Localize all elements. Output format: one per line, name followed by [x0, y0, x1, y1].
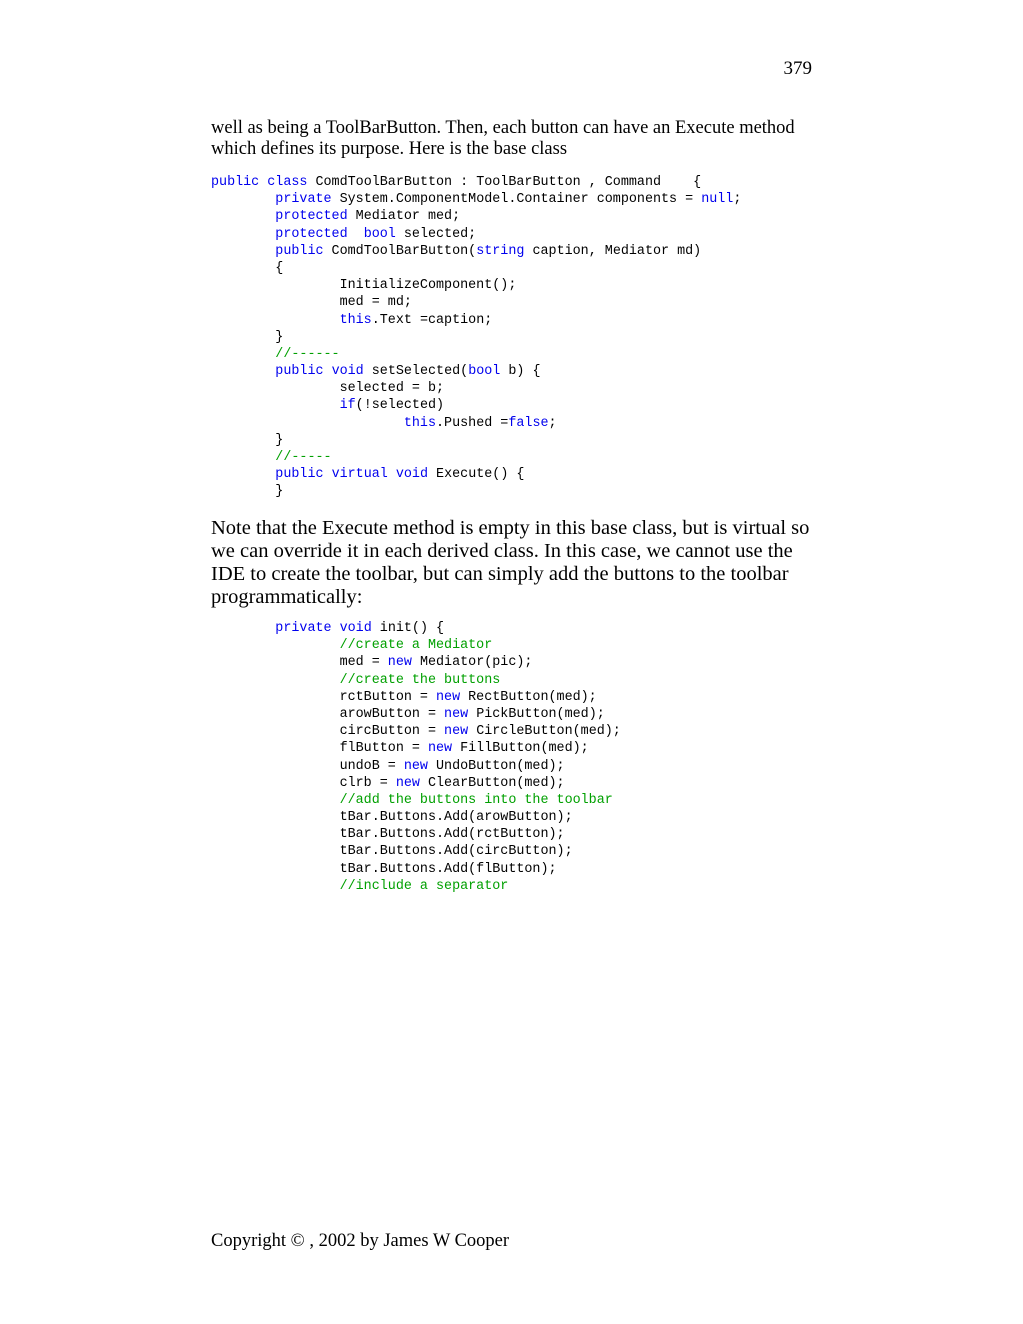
code-comment: //create the buttons	[339, 672, 501, 688]
code-line	[211, 432, 741, 449]
code-text: caption, Mediator md)	[524, 243, 702, 259]
code-text: .Text =caption;	[371, 312, 493, 328]
code-text: CircleButton(med);	[468, 724, 621, 740]
copyright-footer: Copyright © , 2002 by James W Cooper	[211, 1231, 510, 1251]
code-text: ComdToolBarButton : ToolBarButton , Command {	[307, 175, 702, 190]
paragraph-line: IDE to create the toolbar, but can simply add the buttons to the toolbar	[211, 563, 789, 585]
code-comment: //create a Mediator	[339, 638, 493, 654]
code-text: circButton =	[211, 724, 445, 740]
code-text	[211, 227, 275, 242]
code-keyword: string	[476, 243, 525, 259]
code-keyword: virtual	[331, 467, 388, 483]
code-line	[211, 706, 621, 723]
code-comment: //------	[275, 346, 340, 362]
code-line	[211, 826, 621, 843]
code-text: System.ComponentModel.Container components =	[331, 192, 702, 208]
code-line	[211, 723, 621, 740]
code-keyword: private	[275, 192, 332, 208]
code-line	[211, 637, 621, 654]
code-line	[211, 380, 741, 397]
code-text: ClearButton(med);	[419, 775, 565, 791]
code-text	[211, 244, 275, 259]
code-text: b) {	[500, 364, 541, 380]
code-text: arowButton =	[211, 706, 445, 722]
code-line	[211, 809, 621, 826]
code-text: ;	[548, 415, 557, 431]
code-keyword: new	[436, 689, 461, 705]
paragraph-line: well as being a ToolBarButton. Then, each button can have an Execute method	[211, 118, 795, 138]
code-keyword: void	[331, 364, 364, 380]
code-text	[348, 227, 364, 242]
code-text: UndoButton(med);	[427, 758, 565, 774]
code-text: InitializeComponent();	[211, 278, 517, 294]
code-text: flButton =	[211, 741, 428, 757]
code-text: med =	[211, 655, 388, 671]
code-keyword: bool	[468, 364, 501, 380]
code-text: }	[211, 484, 284, 500]
code-keyword: if	[339, 398, 356, 414]
code-line	[211, 861, 621, 878]
code-text: }	[211, 329, 284, 345]
paragraph-line: programmatically:	[211, 586, 363, 608]
code-keyword: public	[275, 243, 324, 259]
code-keyword: void	[395, 467, 429, 483]
code-text	[211, 450, 275, 465]
code-text: ComdToolBarButton(	[323, 243, 477, 259]
code-line	[211, 620, 621, 637]
code-keyword: new	[403, 758, 428, 774]
code-text: selected;	[395, 226, 477, 242]
code-text: rctButton =	[211, 689, 436, 705]
code-text: ;	[733, 192, 742, 208]
code-line	[211, 792, 621, 809]
code-text: Mediator(pic);	[411, 655, 533, 671]
code-keyword: public	[275, 467, 324, 483]
code-text	[332, 621, 340, 636]
code-line	[211, 775, 621, 792]
code-comment: //include a separator	[339, 878, 509, 894]
body-paragraph	[211, 517, 811, 609]
code-text	[324, 467, 332, 482]
code-line	[211, 312, 741, 329]
code-text: (!selected)	[355, 398, 445, 414]
code-line	[211, 208, 741, 225]
code-text	[211, 364, 275, 379]
code-text	[211, 879, 340, 894]
code-keyword: class	[267, 175, 308, 190]
code-keyword: public	[211, 175, 260, 190]
code-keyword: new	[444, 706, 469, 722]
code-text	[211, 313, 340, 328]
code-line	[211, 654, 621, 671]
code-text	[211, 416, 404, 431]
code-line	[211, 397, 741, 414]
code-text: FillButton(med);	[452, 741, 589, 757]
code-text	[211, 673, 340, 688]
code-text: Mediator med;	[347, 209, 461, 225]
code-text: setSelected(	[363, 364, 469, 380]
paragraph-line: Note that the Execute method is empty in this base class, but is virtual so	[211, 517, 810, 539]
code-text: .Pushed =	[436, 415, 509, 431]
code-text: clrb =	[211, 775, 396, 791]
code-text	[388, 467, 396, 482]
code-keyword: this	[339, 312, 372, 328]
code-line	[211, 294, 741, 311]
code-text	[211, 793, 340, 808]
code-line	[211, 415, 741, 432]
code-line	[211, 329, 741, 346]
code-comment: //add the buttons into the toolbar	[339, 792, 613, 808]
code-line	[211, 483, 741, 500]
code-text	[211, 398, 340, 413]
code-text: {	[211, 260, 284, 276]
code-line	[211, 243, 741, 260]
paragraph-line: we can override it in each derived class. In this case, we cannot use the	[211, 540, 793, 562]
code-keyword: bool	[363, 226, 396, 242]
code-keyword: protected	[275, 226, 348, 242]
intro-paragraph	[211, 118, 811, 160]
code-line	[211, 672, 621, 689]
code-text	[211, 192, 275, 207]
code-line	[211, 466, 741, 483]
code-text	[211, 638, 340, 653]
code-line	[211, 174, 741, 191]
code-line	[211, 449, 741, 466]
code-keyword: private	[275, 621, 332, 636]
code-comment: //-----	[275, 450, 332, 465]
code-text: }	[211, 432, 284, 448]
code-text: RectButton(med);	[460, 689, 597, 705]
paragraph-line: which defines its purpose. Here is the base class	[211, 139, 568, 159]
code-line	[211, 346, 741, 363]
code-keyword: protected	[275, 209, 348, 225]
code-line	[211, 226, 741, 243]
code-text: tBar.Buttons.Add(circButton);	[211, 844, 573, 860]
code-line	[211, 758, 621, 775]
code-block-base-class	[211, 174, 741, 501]
code-keyword: new	[395, 775, 420, 791]
code-text: tBar.Buttons.Add(arowButton);	[211, 810, 573, 826]
code-keyword: this	[403, 415, 437, 431]
code-keyword: new	[444, 724, 469, 740]
code-line	[211, 740, 621, 757]
page-number: 379	[783, 58, 812, 79]
code-text	[324, 364, 332, 379]
code-text: Execute() {	[428, 467, 525, 483]
code-text	[211, 209, 275, 224]
code-line	[211, 191, 741, 208]
code-line	[211, 843, 621, 860]
code-text: tBar.Buttons.Add(rctButton);	[211, 827, 565, 843]
code-line	[211, 363, 741, 380]
code-text: selected = b;	[211, 381, 445, 397]
code-text: PickButton(med);	[468, 706, 605, 722]
code-line	[211, 277, 741, 294]
code-text: tBar.Buttons.Add(flButton);	[211, 861, 557, 877]
code-text: init() {	[371, 621, 445, 636]
code-keyword: void	[339, 621, 372, 636]
code-text	[211, 621, 275, 636]
code-text	[211, 467, 275, 482]
code-keyword: new	[427, 741, 453, 757]
code-keyword: null	[701, 192, 734, 208]
code-keyword: new	[387, 655, 412, 671]
code-block-init-method	[211, 620, 621, 895]
code-text: undoB =	[211, 758, 404, 774]
code-line	[211, 878, 621, 895]
code-line	[211, 689, 621, 706]
code-keyword: public	[275, 364, 324, 380]
code-keyword: false	[508, 415, 549, 431]
code-line	[211, 260, 741, 277]
code-text	[211, 347, 275, 362]
code-text: med = md;	[211, 295, 412, 311]
